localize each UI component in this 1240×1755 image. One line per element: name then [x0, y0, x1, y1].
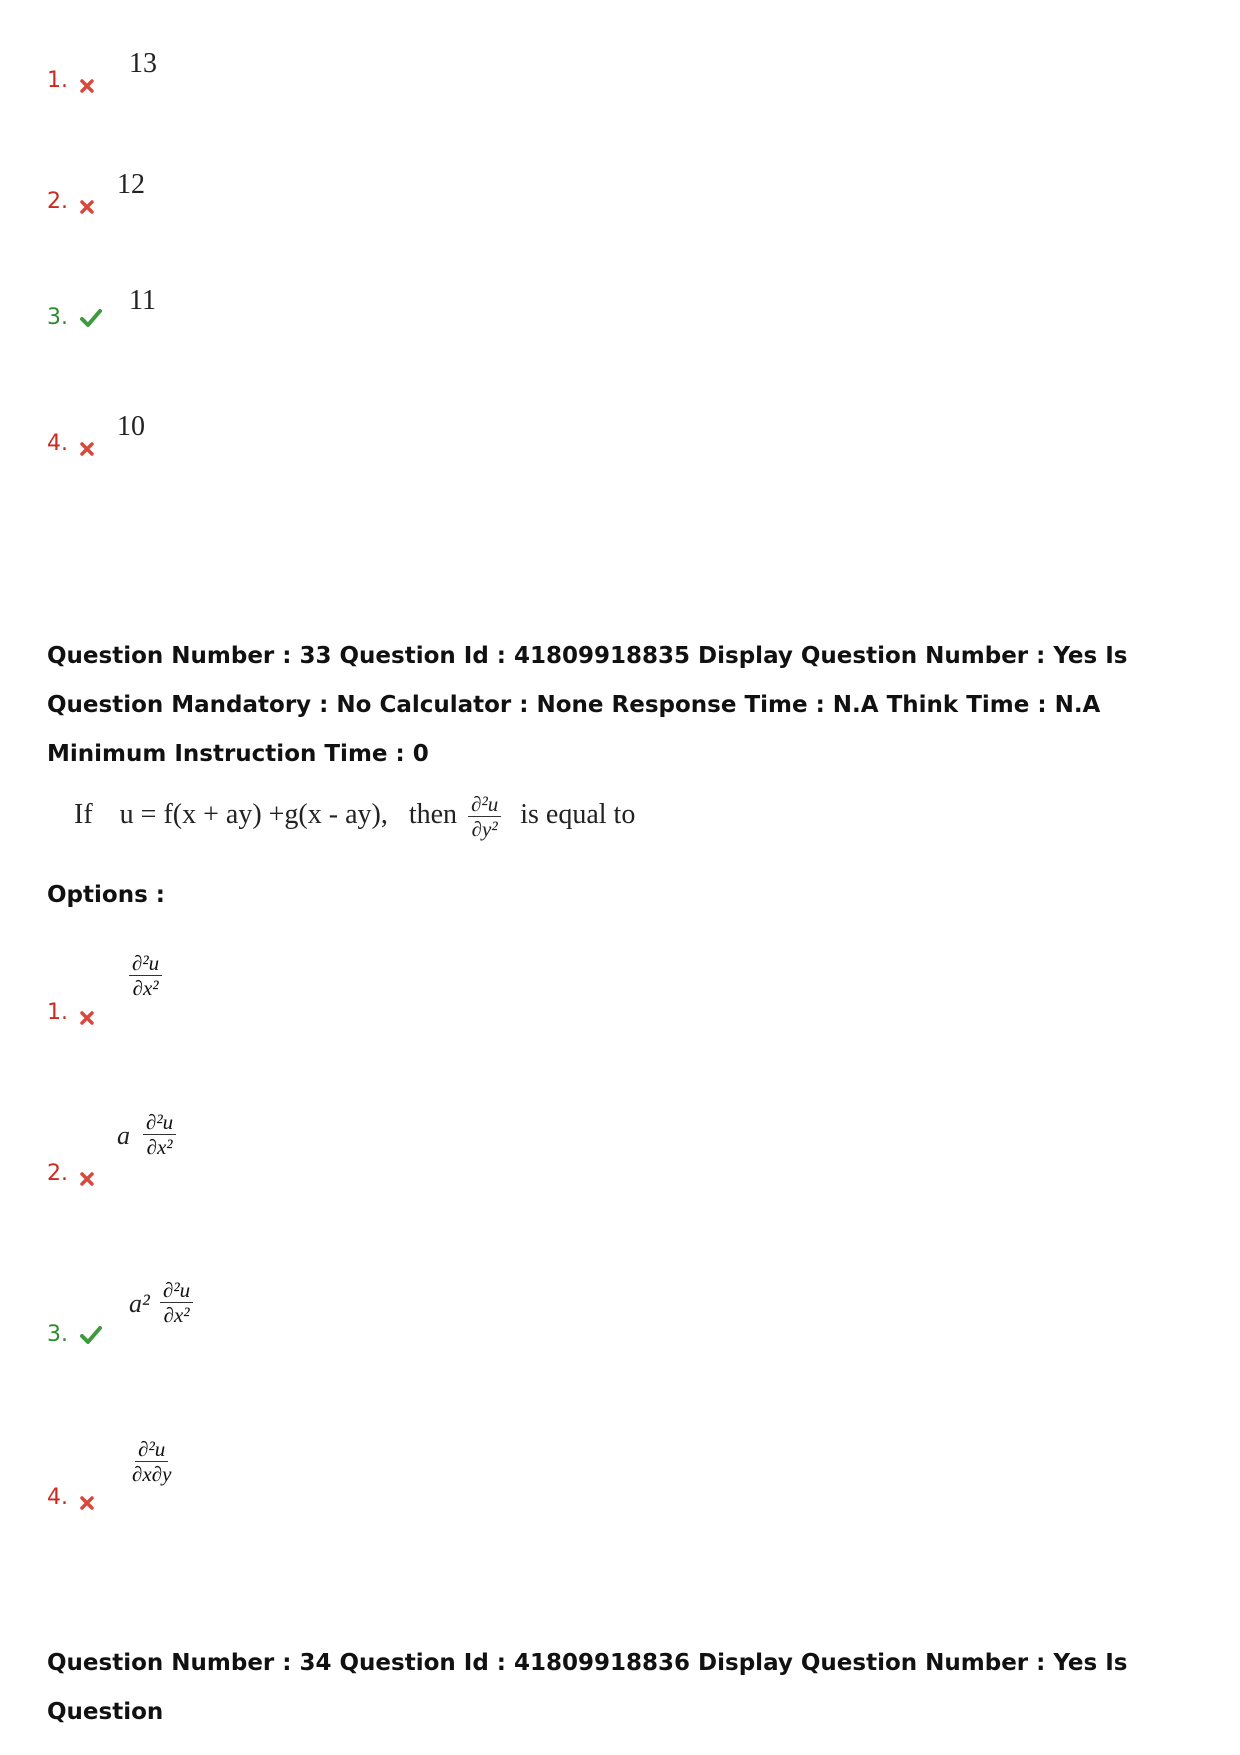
option-number: 2.: [47, 1161, 68, 1186]
fraction-denominator: ∂y²: [471, 817, 498, 842]
option-fraction: [160, 1279, 193, 1326]
cross-icon: [79, 199, 95, 215]
fraction-denominator: ∂x²: [132, 976, 159, 1001]
option-value: 11: [129, 285, 156, 316]
options-label: Options :: [47, 882, 165, 908]
option-value: 13: [129, 48, 157, 79]
stem-tail: is equal to: [520, 798, 636, 830]
fraction-numerator: ∂²u: [129, 952, 162, 976]
prev-option-2: [47, 169, 647, 229]
prev-option-1: [47, 48, 647, 108]
option-number: 1.: [47, 1000, 68, 1025]
cross-icon: [79, 1171, 95, 1187]
fraction-denominator: ∂x∂y: [132, 1462, 172, 1487]
option-fraction: [129, 952, 162, 999]
question-33-stem: [74, 793, 635, 853]
q33-option-3: [47, 1278, 647, 1382]
fraction-numerator: ∂²u: [135, 1438, 168, 1462]
option-number: 4.: [47, 1485, 68, 1510]
question-34-meta: Question Number : 34 Question Id : 41809918836 Display Question Number : Yes Is Question: [47, 1650, 1128, 1725]
q33-option-1: [47, 951, 647, 1050]
check-icon: [79, 308, 103, 328]
option-prefix: a: [117, 1121, 130, 1150]
prev-option-3: [47, 285, 647, 345]
fraction-numerator: ∂²u: [143, 1111, 176, 1135]
option-number: 1.: [47, 68, 68, 93]
fraction-numerator: ∂²u: [468, 793, 501, 817]
stem-then: then: [408, 798, 458, 830]
prev-option-4: [47, 411, 647, 471]
stem-equation: u = f(x + ay) +g(x - ay),: [119, 798, 388, 830]
option-fraction: [129, 1438, 174, 1485]
option-fraction: [143, 1111, 176, 1158]
stem-if: If: [74, 798, 93, 830]
fraction-numerator: ∂²u: [160, 1279, 193, 1303]
cross-icon: [79, 78, 95, 94]
option-number: 2.: [47, 189, 68, 214]
cross-icon: [79, 1495, 95, 1511]
option-number: 3.: [47, 305, 68, 330]
cross-icon: [79, 1010, 95, 1026]
fraction-denominator: ∂x²: [146, 1135, 173, 1160]
option-number: 3.: [47, 1322, 68, 1347]
cross-icon: [79, 441, 95, 457]
option-value: 10: [117, 411, 145, 442]
q33-option-2: [47, 1110, 647, 1221]
stem-fraction: [468, 793, 501, 840]
option-number: 4.: [47, 431, 68, 456]
option-value: 12: [117, 169, 145, 200]
check-icon: [79, 1325, 103, 1345]
question-33-meta: Question Number : 33 Question Id : 41809918835 Display Question Number : Yes Is Question Mandatory : No Calculator : None Response Time : N.A Think Time : N.A Minimum Instruction Time : 0: [47, 643, 1128, 767]
option-prefix: a²: [129, 1289, 150, 1318]
fraction-denominator: ∂x²: [163, 1303, 190, 1328]
